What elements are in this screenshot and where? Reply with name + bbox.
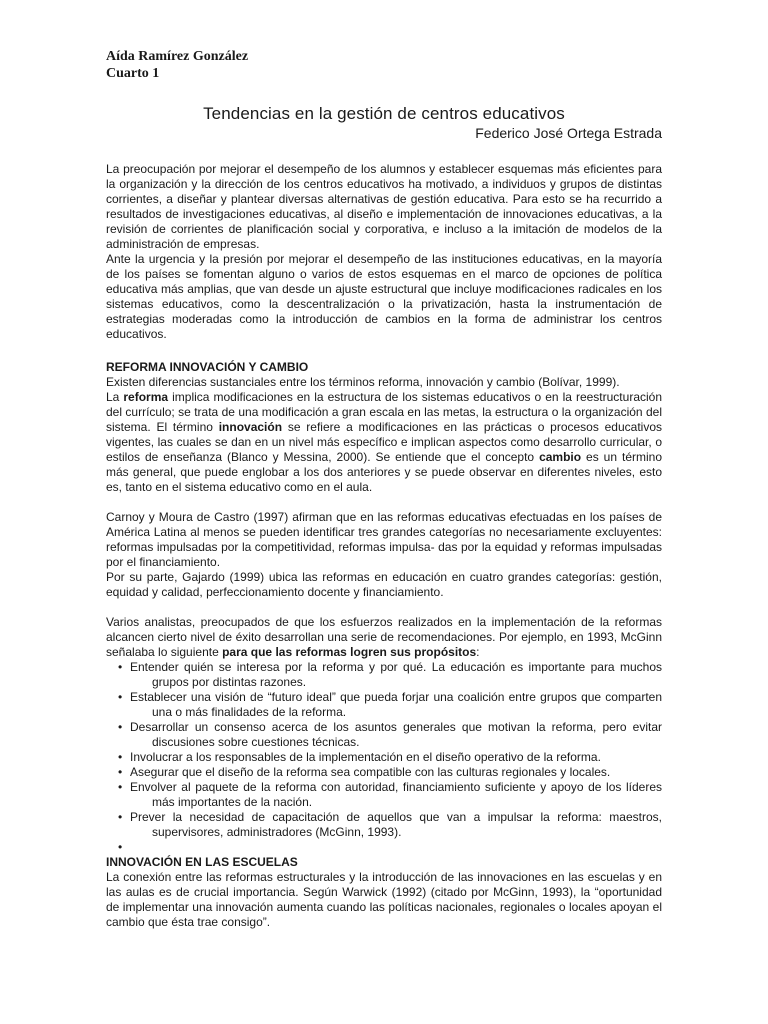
- bullet-icon: •: [118, 750, 123, 764]
- list-item: [106, 750, 662, 765]
- list-item: [106, 810, 662, 840]
- intro-paragraph-2: Ante la urgencia y la presión por mejorar el desempeño de las instituciones educativas, en la mayoría de los países se fomentan alguno o varios de estos esquemas en el marco de opciones de política educativa más amplias, que van desde un ajuste estructural que incluye modificaciones radicales en los sistemas educativos, como la descentralización o la privatización, hasta la instrumentación de estrategias moderadas como la introducción de cambios en la forma de administrar los centros educativos.: [106, 252, 662, 341]
- list-item-text: Involucrar a los responsables de la implementación en el diseño operativo de la reforma.: [130, 750, 601, 764]
- author-group: Cuarto 1: [106, 66, 160, 81]
- list-item: [106, 720, 662, 750]
- list-item: [106, 690, 662, 720]
- text-run: implica modificaciones en la estructura de los sistemas educativos o en la reestructuración del currículo; se trata de una modificación a gran escala en las metas, la estructura o la organización del sistema. El término: [106, 390, 663, 434]
- list-item-empty: [106, 840, 662, 855]
- section-heading-reforma: REFORMA INNOVACIÓN Y CAMBIO: [106, 360, 309, 374]
- list-item-text: Desarrollar un consenso acerca de los asuntos generales que motivan la reforma, pero evitar discusiones sobre cuestiones técnicas.: [130, 720, 662, 749]
- bullet-icon: •: [118, 840, 123, 854]
- document-page: [106, 48, 662, 930]
- bullet-icon: •: [118, 780, 123, 794]
- list-item: [106, 780, 662, 810]
- list-item-text: Entender quién se interesa por la reforma y por qué. La educación es importante para muchos grupos por distintas razones.: [130, 660, 662, 689]
- list-item: [106, 660, 662, 690]
- author-name: Aída Ramírez González: [106, 49, 249, 64]
- bullet-icon: •: [118, 810, 123, 824]
- bullet-icon: •: [118, 720, 123, 734]
- section1-paragraph-2: [106, 390, 662, 495]
- section-heading-innovacion: INNOVACIÓN EN LAS ESCUELAS: [106, 855, 298, 869]
- section1-paragraph-3: Carnoy y Moura de Castro (1997) afirman que en las reformas educativas efectuadas en los países de América Latina al menos se pueden identificar tres grandes categorías no necesariamente excluyentes: reformas impulsadas por la competitividad, reformas impulsa- das por la equidad y reformas impulsadas por el financiamiento.: [106, 510, 662, 569]
- bullet-icon: •: [118, 765, 123, 779]
- section1-paragraph-1: Existen diferencias sustanciales entre los términos reforma, innovación y cambio (Bolívar, 1999).: [106, 375, 620, 389]
- emphasis-proposito: para que las reformas logren sus propósitos: [222, 645, 477, 659]
- text-run: se refiere a modificaciones en las prácticas o procesos educativos vigentes, las cuales se dan en un nivel más específico e implican aspectos como desarrollo curricular, o estilos de enseñanza (Blanco y Messina, 2000). Se entiende que el concepto: [106, 420, 662, 464]
- section1-paragraph-4: Por su parte, Gajardo (1999) ubica las reformas en educación en cuatro grandes categorías: gestión, equidad y calidad, perfeccionamiento docente y financiamiento.: [106, 570, 662, 599]
- bullet-icon: •: [118, 660, 123, 674]
- text-run: Varios analistas, preocupados de que los esfuerzos realizados en la implementación de la reformas alcancen cierto nivel de éxito desarrollan una serie de recomendaciones. Por ejemplo, en 1993, McGinn señalaba lo siguiente: [106, 615, 662, 659]
- term-innovacion: innovación: [218, 420, 283, 434]
- term-reforma: reforma: [123, 390, 169, 404]
- list-item-text: Prever la necesidad de capacitación de aquellos que van a impulsar la reforma: maestros, supervisores, administradores (McGinn, 1993).: [130, 810, 662, 839]
- section1-paragraph-5: [106, 615, 662, 660]
- list-item: [106, 765, 662, 780]
- text-run: :: [476, 645, 480, 659]
- list-item-text: Establecer una visión de “futuro ideal” que pueda forjar una coalición entre grupos que comparten una o más finalidades de la reforma.: [130, 690, 662, 719]
- list-item-text: Asegurar que el diseño de la reforma sea compatible con las culturas regionales y locales.: [130, 765, 611, 779]
- bullet-icon: •: [118, 690, 123, 704]
- recommendations-list: [106, 660, 662, 855]
- text-run: La: [106, 390, 124, 404]
- section2-paragraph-1: La conexión entre las reformas estructurales y la introducción de las innovaciones en las escuelas y en las aulas es de crucial importancia. Según Warwick (1992) (citado por McGinn, 1993), la “oportunidad de implementar una innovación aumenta cuando las políticas nacionales, regionales o locales apoyan el cambio que ésta trae consigo”.: [106, 870, 662, 929]
- intro-paragraph-1: La preocupación por mejorar el desempeño de los alumnos y establecer esquemas más eficientes para la organización y la dirección de los centros educativos ha motivado, a individuos y grupos de distintas corrientes, a diseñar y plantear diversas alternativas de gestión educativa. Para esto se ha recurrido a resultados de investigaciones educativas, al diseño e implementación de innovaciones educativas, a la revisión de corrientes de planificación social y corporativa, e incluso a la imitación de modelos de la administración de empresas.: [106, 162, 662, 251]
- text-run: es un término más general, que puede englobar a los dos anteriores y se puede observar en diferentes niveles, esto es, tanto en el sistema educativo como en el aula.: [106, 450, 662, 494]
- document-subtitle: Federico José Ortega Estrada: [475, 125, 662, 141]
- term-cambio: cambio: [539, 450, 582, 464]
- document-title: Tendencias en la gestión de centros educativos: [203, 104, 565, 123]
- list-item-text: Envolver al paquete de la reforma con autoridad, financiamiento suficiente y apoyo de los líderes más importantes de la nación.: [130, 780, 662, 809]
